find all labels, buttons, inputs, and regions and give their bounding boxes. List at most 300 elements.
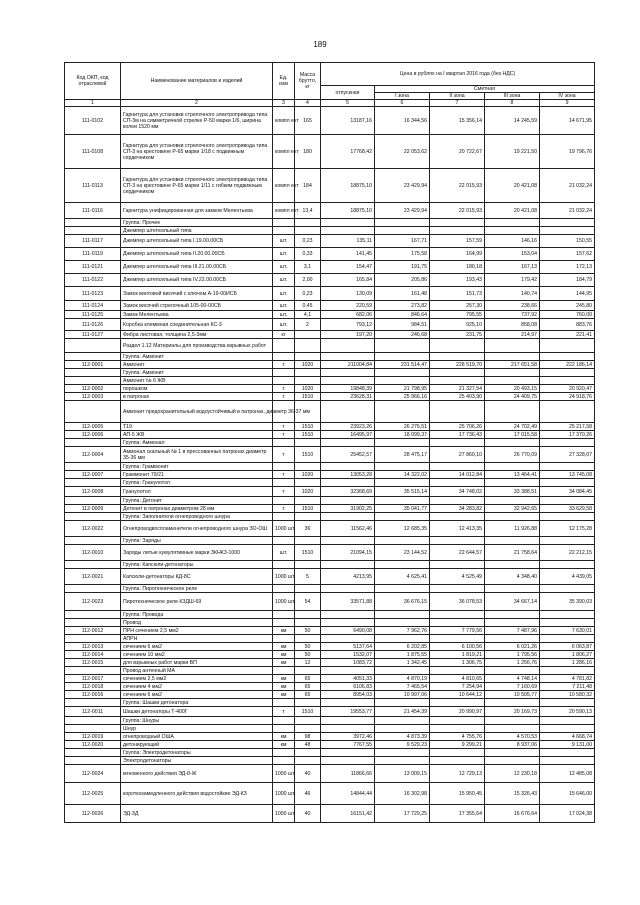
empty-cell [273, 369, 295, 377]
code-cell: 112-0015 [65, 659, 121, 667]
column-number: 8 [485, 100, 540, 107]
empty-cell [540, 219, 595, 227]
empty-cell [485, 513, 540, 521]
price-cell: 1083,72 [321, 659, 375, 667]
empty-cell [375, 561, 430, 569]
mass-cell: 184 [295, 169, 321, 203]
price-cell: 27 328,07 [540, 447, 595, 463]
price-cell: 1 819,21 [430, 651, 485, 659]
group-row [65, 497, 595, 505]
empty-cell [295, 619, 321, 627]
empty-cell [430, 463, 485, 471]
empty-cell [430, 717, 485, 725]
price-cell: 197,20 [321, 331, 375, 339]
price-cell: 1 342,45 [375, 659, 430, 667]
mass-cell: 13,4 [295, 203, 321, 219]
group-label: Группа: Капсюли-детонаторы [121, 561, 273, 569]
empty-cell [375, 219, 430, 227]
price-cell: 26 276,51 [375, 423, 430, 431]
mass-cell: 0,33 [295, 248, 321, 261]
table-row [65, 471, 595, 479]
group-label: Провод [121, 619, 273, 627]
group-row [65, 635, 595, 643]
price-cell: 20 920,47 [540, 385, 595, 393]
table-row [65, 447, 595, 463]
price-cell: 6 063,87 [540, 643, 595, 651]
empty-cell [273, 757, 295, 765]
empty-cell [295, 537, 321, 545]
price-cell: 15 950,45 [430, 783, 485, 805]
price-cell: 11562,46 [321, 521, 375, 537]
empty-cell [295, 339, 321, 353]
group-row [65, 353, 595, 361]
empty-cell [273, 463, 295, 471]
code-cell: 111-0102 [65, 107, 121, 135]
price-cell: 4 748,14 [485, 675, 540, 683]
price-cell: 35 515,14 [375, 487, 430, 497]
price-cell: 4213,95 [321, 569, 375, 585]
empty-cell [295, 513, 321, 521]
unit-cell: шт. [273, 287, 295, 301]
empty-cell [485, 537, 540, 545]
code-cell [65, 537, 121, 545]
code-cell: 112-0009 [65, 505, 121, 513]
price-cell: 221,41 [540, 331, 595, 339]
name-cell: сечением 6 мм2 [121, 643, 273, 651]
price-cell: 760,00 [540, 311, 595, 319]
unit-cell: 1000 шт. [273, 783, 295, 805]
group-row [65, 757, 595, 765]
price-cell: 682,06 [321, 311, 375, 319]
mass-cell: 40 [295, 805, 321, 823]
price-cell: 17 736,43 [430, 431, 485, 439]
price-cell: 737,92 [485, 311, 540, 319]
empty-cell [375, 725, 430, 733]
empty-cell [295, 369, 321, 377]
empty-cell [295, 219, 321, 227]
price-cell: 25 217,58 [540, 423, 595, 431]
empty-cell [273, 219, 295, 227]
empty-cell [540, 369, 595, 377]
unit-cell: шт. [273, 301, 295, 311]
price-cell: 146,16 [485, 235, 540, 248]
mass-cell: 1020 [295, 487, 321, 497]
price-cell: 21 454,39 [375, 707, 430, 717]
price-cell: 35 041,77 [375, 505, 430, 513]
price-cell: 12 413,35 [430, 521, 485, 537]
group-row [65, 537, 595, 545]
empty-cell [430, 699, 485, 707]
page-number: 189 [313, 40, 327, 49]
price-cell: 165,84 [321, 274, 375, 287]
header-price-title: Цена в рублях на I квартал 2016 года (без НДС) [321, 63, 595, 86]
empty-cell [485, 585, 540, 593]
code-cell [65, 561, 121, 569]
empty-cell [375, 611, 430, 619]
empty-cell [540, 439, 595, 447]
price-cell: 167,71 [375, 235, 430, 248]
price-cell: 231 514,47 [375, 361, 430, 369]
price-cell: 25 403,90 [430, 393, 485, 401]
price-cell: 16 344,56 [375, 107, 430, 135]
name-cell: Гарнитура для установки стрелочного электропривода типа СП-3м на симметричной стрелке Р-50 марки 1/6, ширина колеи 1520 мм [121, 107, 273, 135]
empty-cell [375, 619, 430, 627]
price-cell: 167,13 [485, 261, 540, 274]
empty-cell [295, 227, 321, 235]
empty-cell [430, 353, 485, 361]
mass-cell: 1020 [295, 385, 321, 393]
price-cell: 22 644,57 [430, 545, 485, 561]
group-row [65, 401, 595, 423]
code-cell [65, 749, 121, 757]
name-cell: ПРН сечением 2,5 мм2 [121, 627, 273, 635]
empty-cell [295, 439, 321, 447]
empty-cell [540, 699, 595, 707]
mass-cell: 2 [295, 319, 321, 331]
unit-cell: т [273, 393, 295, 401]
empty-cell [321, 353, 375, 361]
price-cell: 228 519,70 [430, 361, 485, 369]
group-label: Провод антенный МА [121, 667, 273, 675]
price-cell: 14 012,84 [430, 471, 485, 479]
mass-cell: 65 [295, 691, 321, 699]
empty-cell [321, 725, 375, 733]
unit-cell: км [273, 627, 295, 635]
price-cell: 33571,88 [321, 593, 375, 611]
table-row [65, 107, 595, 135]
empty-cell [430, 369, 485, 377]
price-cell: 23 429,94 [375, 203, 430, 219]
group-label: Группа: Шашки детонатора [121, 699, 273, 707]
code-cell: 112-0024 [65, 765, 121, 783]
name-cell: сечением 6 мм2 [121, 691, 273, 699]
code-cell: 112-0002 [65, 385, 121, 393]
price-cell: 151,73 [430, 287, 485, 301]
code-cell [65, 667, 121, 675]
code-cell: 112-0025 [65, 783, 121, 805]
empty-cell [295, 635, 321, 643]
code-cell: 112-0007 [65, 471, 121, 479]
unit-cell: компл ект [273, 107, 295, 135]
price-cell: 16151,42 [321, 805, 375, 823]
empty-cell [295, 611, 321, 619]
table-row [65, 248, 595, 261]
empty-cell [540, 353, 595, 361]
price-cell: 1 286,16 [540, 659, 595, 667]
empty-cell [273, 611, 295, 619]
price-cell: 14 322,02 [375, 471, 430, 479]
name-cell: сечением 10 мм2 [121, 651, 273, 659]
empty-cell [295, 497, 321, 505]
code-cell [65, 619, 121, 627]
mass-cell: 0,23 [295, 235, 321, 248]
empty-cell [273, 537, 295, 545]
unit-cell: т [273, 447, 295, 463]
mass-cell: 40 [295, 765, 321, 783]
column-number: 5 [321, 100, 375, 107]
price-cell: 18 099,37 [375, 431, 430, 439]
price-cell: 22 212,15 [540, 545, 595, 561]
price-cell: 20 421,08 [485, 203, 540, 219]
empty-cell [273, 635, 295, 643]
mass-cell: 0,23 [295, 287, 321, 301]
empty-cell [273, 667, 295, 675]
empty-cell [273, 725, 295, 733]
code-cell: 112-0012 [65, 627, 121, 635]
empty-cell [485, 377, 540, 385]
empty-cell [321, 619, 375, 627]
price-cell: 22 015,93 [430, 169, 485, 203]
code-cell: 112-0019 [65, 733, 121, 741]
price-cell: 4 570,53 [485, 733, 540, 741]
table-row [65, 659, 595, 667]
mass-cell: 3,1 [295, 261, 321, 274]
price-cell: 245,80 [540, 301, 595, 311]
price-cell: 157,59 [430, 235, 485, 248]
table-row [65, 521, 595, 537]
unit-cell: т [273, 707, 295, 717]
price-cell: 7 254,94 [430, 683, 485, 691]
group-row [65, 219, 595, 227]
price-cell: 9 299,21 [430, 741, 485, 749]
code-cell [65, 699, 121, 707]
name-cell: Аммонит [121, 361, 273, 369]
group-row [65, 463, 595, 471]
code-cell: 112-0014 [65, 651, 121, 659]
price-cell: 4 439,05 [540, 569, 595, 585]
price-cell: 19 796,76 [540, 135, 595, 169]
unit-cell: км [273, 651, 295, 659]
price-cell: 17 355,64 [430, 805, 485, 823]
mass-cell: 54 [295, 593, 321, 611]
empty-cell [540, 717, 595, 725]
table-row [65, 643, 595, 651]
empty-cell [273, 619, 295, 627]
mass-cell: 180 [295, 135, 321, 169]
price-cell: 17 729,25 [375, 805, 430, 823]
price-cell: 9 529,23 [375, 741, 430, 749]
header-zone-1: I зона [375, 93, 430, 100]
price-cell: 20 590,13 [540, 707, 595, 717]
table-row [65, 287, 595, 301]
table-row [65, 261, 595, 274]
code-cell: 112-0001 [65, 361, 121, 369]
code-cell [65, 353, 121, 361]
unit-cell: шт. [273, 248, 295, 261]
empty-cell [295, 377, 321, 385]
code-cell [65, 339, 121, 353]
empty-cell [273, 699, 295, 707]
group-label: Аммонит предохранительный водоустойчивый в патронах, диаметр 36-37 мм [121, 401, 273, 423]
group-label: Группа: Заполнители огнепроводного шнура [121, 513, 273, 521]
price-cell: 35 390,03 [540, 593, 595, 611]
empty-cell [430, 749, 485, 757]
unit-cell: т [273, 361, 295, 369]
empty-cell [485, 439, 540, 447]
group-row [65, 561, 595, 569]
code-cell [65, 227, 121, 235]
table-row [65, 805, 595, 823]
empty-cell [321, 439, 375, 447]
empty-cell [321, 401, 375, 423]
table-row [65, 733, 595, 741]
name-cell: Гранулотол [121, 487, 273, 497]
name-cell: Джемпер штепсельный типа III.21.00.00СБ [121, 261, 273, 274]
unit-cell: шт. [273, 319, 295, 331]
table-row [65, 385, 595, 393]
price-cell: 193,43 [430, 274, 485, 287]
table-row [65, 423, 595, 431]
code-cell: 112-0020 [65, 741, 121, 749]
group-label: Группа: Гранулотол [121, 479, 273, 487]
name-cell: Аммонал скальный № 1 в прессованных патронах диаметр 35-36 мм [121, 447, 273, 463]
name-cell: Джемпер штепсельный типа I.19.00.00СБ [121, 235, 273, 248]
empty-cell [540, 585, 595, 593]
empty-cell [375, 439, 430, 447]
empty-cell [375, 635, 430, 643]
code-cell [65, 479, 121, 487]
empty-cell [430, 585, 485, 593]
price-cell: 1 795,56 [485, 651, 540, 659]
empty-cell [273, 227, 295, 235]
empty-cell [295, 757, 321, 765]
code-cell: 111-0126 [65, 319, 121, 331]
price-cell: 795,55 [430, 311, 485, 319]
unit-cell: т [273, 487, 295, 497]
price-cell: 10 644,12 [430, 691, 485, 699]
name-cell: мгновенного действия ЭД-8-Ж [121, 765, 273, 783]
empty-cell [375, 227, 430, 235]
code-cell: 111-0124 [65, 301, 121, 311]
mass-cell: 165 [295, 107, 321, 135]
empty-cell [540, 339, 595, 353]
empty-cell [273, 439, 295, 447]
empty-cell [321, 537, 375, 545]
empty-cell [375, 699, 430, 707]
price-cell: 6490,08 [321, 627, 375, 635]
price-cell: 12 685,35 [375, 521, 430, 537]
price-cell: 184,79 [540, 274, 595, 287]
group-row [65, 717, 595, 725]
table-row [65, 765, 595, 783]
table-row [65, 301, 595, 311]
price-cell: 157,62 [540, 248, 595, 261]
group-label: Группа: Провода [121, 611, 273, 619]
price-cell: 20 493,15 [485, 385, 540, 393]
price-cell: 1 806,27 [540, 651, 595, 659]
group-row [65, 667, 595, 675]
group-row [65, 479, 595, 487]
group-row [65, 725, 595, 733]
price-cell: 211004,84 [321, 361, 375, 369]
empty-cell [375, 497, 430, 505]
empty-cell [430, 479, 485, 487]
price-cell: 14 245,59 [485, 107, 540, 135]
group-label: Группа: Шнуры [121, 717, 273, 725]
price-cell: 1 256,76 [485, 659, 540, 667]
name-cell: Капсюли-детонаторы КД-8С [121, 569, 273, 585]
code-cell [65, 585, 121, 593]
empty-cell [273, 377, 295, 385]
group-label: Аммонит № 6 ЖВ [121, 377, 273, 385]
price-cell: 21 032,24 [540, 203, 595, 219]
price-cell: 24 409,75 [485, 393, 540, 401]
empty-cell [430, 219, 485, 227]
empty-cell [273, 479, 295, 487]
group-row [65, 439, 595, 447]
price-cell: 16 302,98 [375, 783, 430, 805]
price-cell: 12 485,08 [540, 765, 595, 783]
price-cell: 3972,46 [321, 733, 375, 741]
group-row [65, 339, 595, 353]
unit-cell: 1000 шт. [273, 521, 295, 537]
code-cell: 111-0108 [65, 135, 121, 169]
code-cell: 112-0022 [65, 521, 121, 537]
price-cell: 144,95 [540, 287, 595, 301]
price-cell: 4 348,40 [485, 569, 540, 585]
price-cell: 161,48 [375, 287, 430, 301]
price-cell: 217 651,58 [485, 361, 540, 369]
empty-cell [485, 749, 540, 757]
code-cell: 112-0017 [65, 675, 121, 683]
price-cell: 27 860,10 [430, 447, 485, 463]
price-cell: 8 937,06 [485, 741, 540, 749]
price-cell: 21 032,24 [540, 169, 595, 203]
empty-cell [485, 401, 540, 423]
empty-cell [295, 463, 321, 471]
mass-cell [295, 331, 321, 339]
empty-cell [375, 585, 430, 593]
price-cell: 20 990,97 [430, 707, 485, 717]
name-cell: порошком [121, 385, 273, 393]
price-cell: 5137,64 [321, 643, 375, 651]
price-cell: 36 078,53 [430, 593, 485, 611]
column-number: 1 [65, 100, 121, 107]
empty-cell [321, 717, 375, 725]
empty-cell [540, 513, 595, 521]
empty-cell [273, 585, 295, 593]
price-cell: 17768,42 [321, 135, 375, 169]
empty-cell [321, 463, 375, 471]
mass-cell: 50 [295, 627, 321, 635]
empty-cell [540, 537, 595, 545]
price-cell: 231,75 [430, 331, 485, 339]
empty-cell [295, 479, 321, 487]
empty-cell [540, 725, 595, 733]
group-label: Джемпер штепсельный типа [121, 227, 273, 235]
name-cell: в патронах [121, 393, 273, 401]
empty-cell [375, 717, 430, 725]
name-cell: Джемпер штепсельный типа II.20.00.00СБ [121, 248, 273, 261]
mass-cell: 1510 [295, 545, 321, 561]
column-number: 2 [121, 100, 273, 107]
price-cell: 11 926,88 [485, 521, 540, 537]
name-cell: Пиротехническое реле КЗДШ-69 [121, 593, 273, 611]
price-cell: 4 781,82 [540, 675, 595, 683]
group-label: Шнур [121, 725, 273, 733]
code-cell: 112-0008 [65, 487, 121, 497]
code-cell [65, 725, 121, 733]
empty-cell [273, 353, 295, 361]
price-cell: 130,09 [321, 287, 375, 301]
price-cell: 21 758,64 [485, 545, 540, 561]
empty-cell [375, 369, 430, 377]
price-cell: 34 667,14 [485, 593, 540, 611]
price-cell: 34 084,45 [540, 487, 595, 497]
header-zone-4: IV зона [540, 93, 595, 100]
empty-cell [485, 219, 540, 227]
price-cell: 23628,31 [321, 393, 375, 401]
